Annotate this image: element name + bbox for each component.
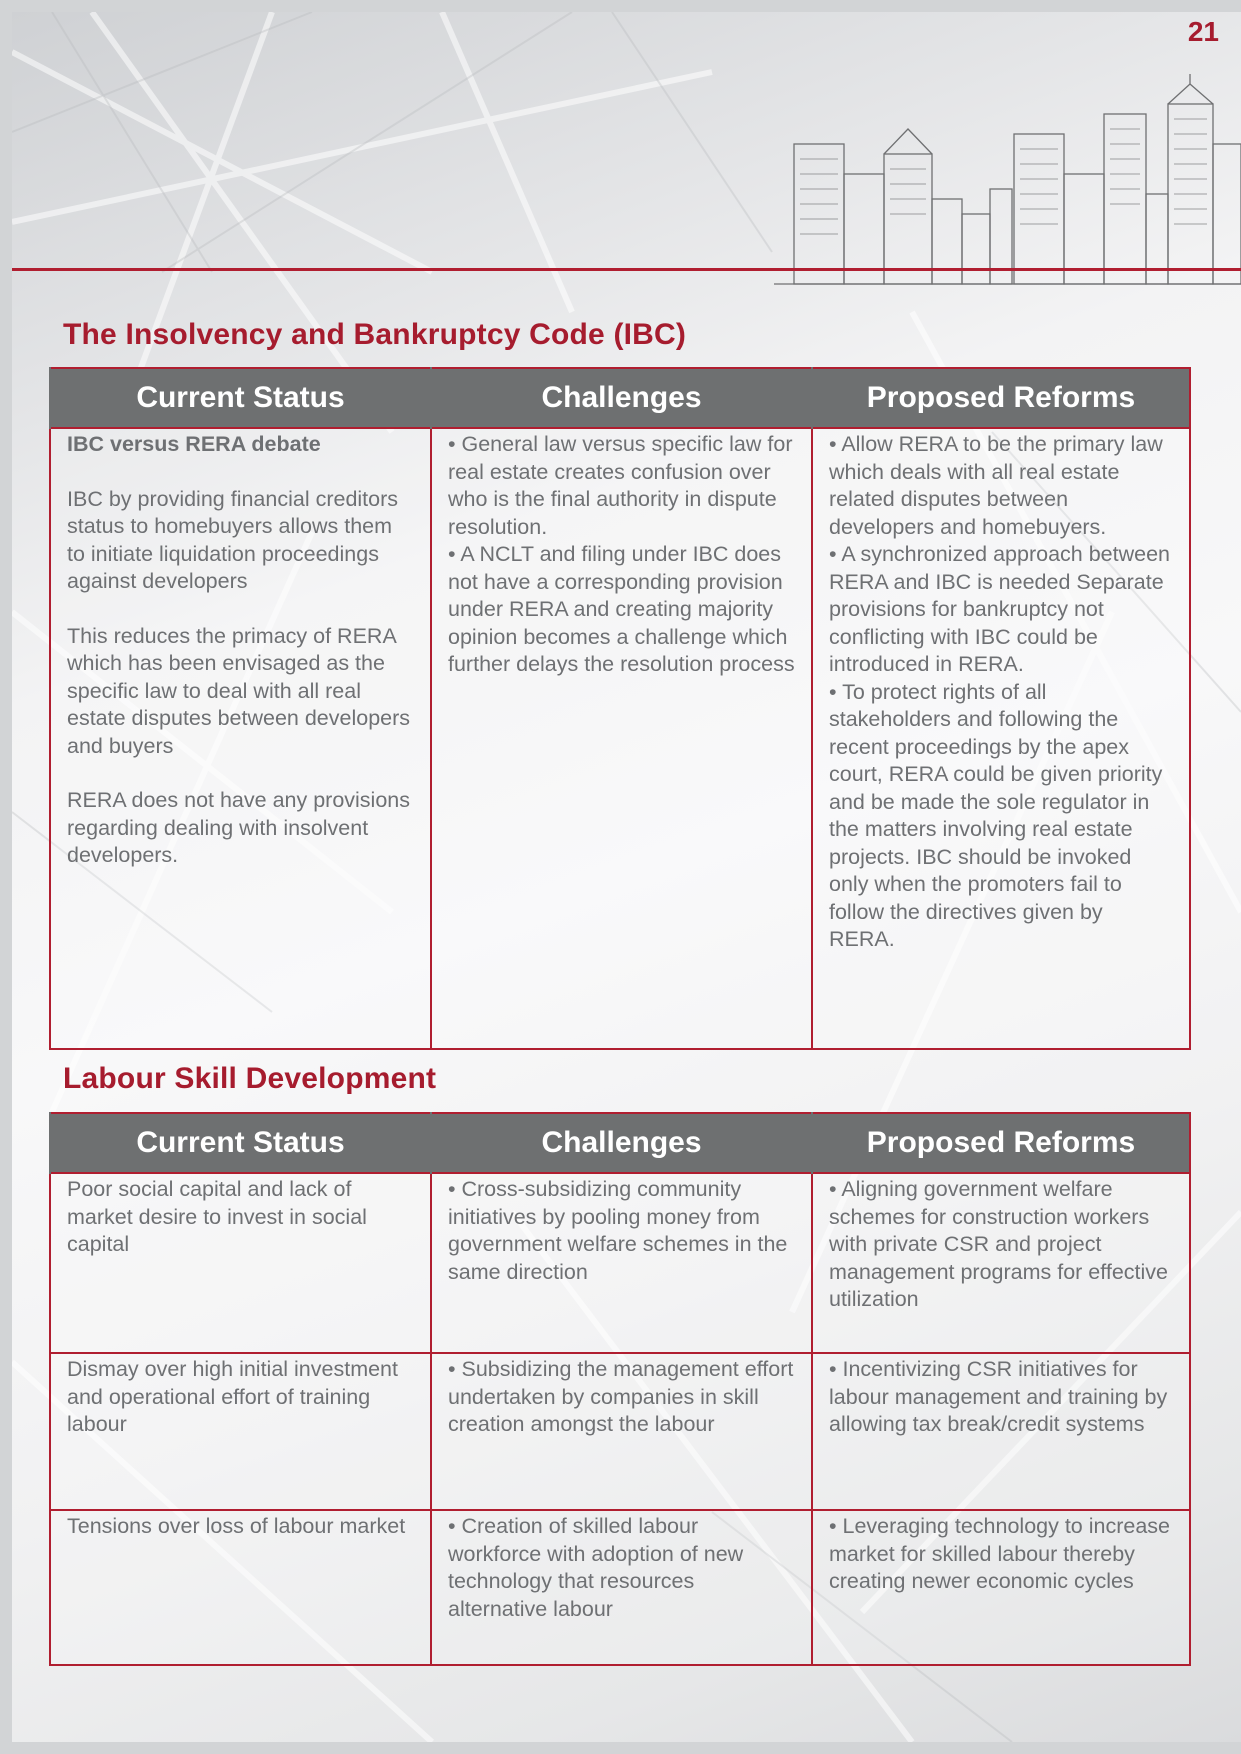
document-page <box>12 12 1241 1742</box>
header-divider <box>12 268 1241 271</box>
table-row <box>50 1353 1190 1510</box>
labour-header-row <box>50 1113 1190 1173</box>
ibc-header-row <box>50 368 1190 428</box>
labour-status-cell: Poor social capital and lack of market desire to invest in social capital <box>50 1173 431 1353</box>
table-row <box>50 1173 1190 1353</box>
labour-reform-cell: • Leveraging technology to increase market for skilled labour thereby creating newer economic cycles <box>812 1510 1190 1665</box>
header-current-status: Current Status <box>50 368 431 428</box>
labour-section-title: Labour Skill Development <box>63 1062 437 1095</box>
ibc-status-paragraph: RERA does not have any provisions regarding dealing with insolvent developers. <box>67 788 411 867</box>
ibc-current-status-cell <box>50 428 431 1049</box>
ibc-section-title: The Insolvency and Bankruptcy Code (IBC) <box>63 318 687 351</box>
header-proposed-reforms: Proposed Reforms <box>812 1113 1190 1173</box>
header-challenges: Challenges <box>431 1113 812 1173</box>
page-number: 21 <box>1187 16 1219 47</box>
ibc-reform-item: • A synchronized approach between RERA and IBC is needed Separate provisions for bankruptcy not conflicting with IBC could be introduced in RERA. <box>829 542 1171 676</box>
table-row <box>50 428 1190 1049</box>
labour-status-cell: Tensions over loss of labour market <box>50 1510 431 1665</box>
labour-status-cell: Dismay over high initial investment and operational effort of training labour <box>50 1353 431 1510</box>
ibc-status-heading: IBC versus RERA debate <box>67 432 321 456</box>
header-proposed-reforms: Proposed Reforms <box>812 368 1190 428</box>
header-current-status: Current Status <box>50 1113 431 1173</box>
labour-challenge-cell: • Subsidizing the management effort undertaken by companies in skill creation amongst the labour <box>431 1353 812 1510</box>
ibc-status-paragraph: This reduces the primacy of RERA which has been envisaged as the specific law to deal with all real estate disputes between developers and buyers <box>67 623 411 758</box>
ibc-challenge-item: • A NCLT and filing under IBC does not have a corresponding provision under RERA and creating majority opinion becomes a challenge which further delays the resolution process <box>448 542 795 676</box>
table-row <box>50 1510 1190 1665</box>
labour-reform-cell: • Incentivizing CSR initiatives for labour management and training by allowing tax break/credit systems <box>812 1353 1190 1510</box>
city-skyline-sketch <box>764 74 1241 296</box>
ibc-challenges-cell <box>431 428 812 1049</box>
labour-challenge-cell: • Cross-subsidizing community initiatives by pooling money from government welfare schemes in the same direction <box>431 1173 812 1353</box>
ibc-status-paragraph: IBC by providing financial creditors status to homebuyers allows them to initiate liquidation proceedings against developers <box>67 486 399 593</box>
ibc-reform-item: • To protect rights of all stakeholders and following the recent proceedings by the apex court, RERA could be given priority and be made the sole regulator in the matters involving real estate projects. IBC should be invoked only when the promoters fail to follow the directives given by RERA. <box>829 679 1163 951</box>
ibc-reform-item: • Allow RERA to be the primary law which deals with all real estate related disputes between developers and homebuyers. <box>829 432 1163 539</box>
labour-reform-cell: • Aligning government welfare schemes for construction workers with private CSR and project management programs for effective utilization <box>812 1173 1190 1353</box>
ibc-reforms-cell <box>812 428 1190 1049</box>
labour-table <box>49 1112 1191 1666</box>
labour-challenge-cell: • Creation of skilled labour workforce with adoption of new technology that resources alternative labour <box>431 1510 812 1665</box>
ibc-table <box>49 367 1191 1050</box>
header-challenges: Challenges <box>431 368 812 428</box>
ibc-challenge-item: • General law versus specific law for real estate creates confusion over who is the final authority in dispute resolution. <box>448 432 793 539</box>
